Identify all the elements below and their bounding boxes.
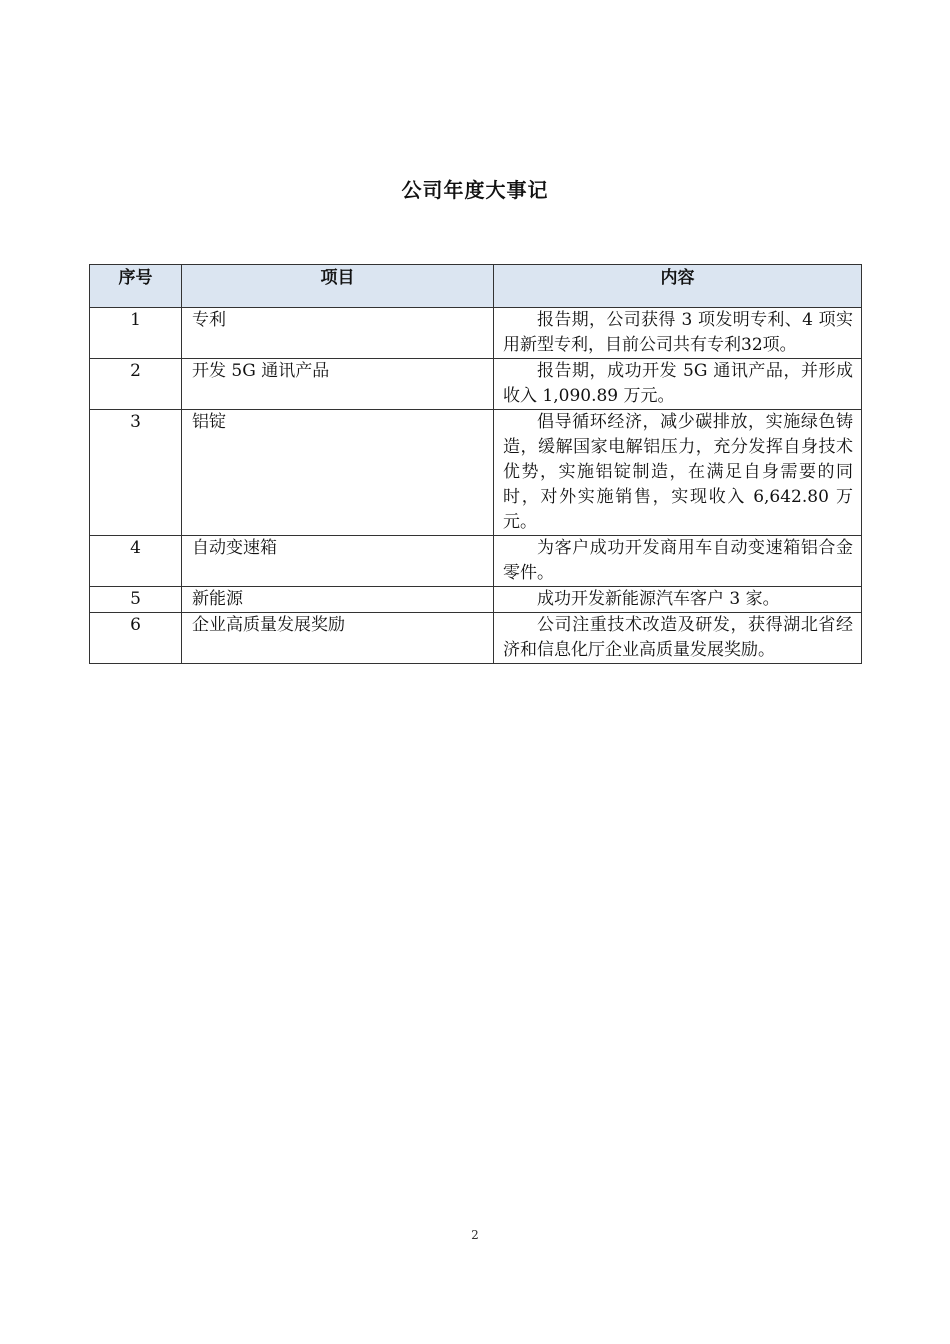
row-content: 成功开发新能源汽车客户 3 家。 [494, 587, 862, 613]
row-item: 新能源 [182, 587, 494, 613]
row-content: 倡导循环经济，减少碳排放，实施绿色铸造，缓解国家电解铝压力，充分发挥自身技术优势，实施铝锭制造，在满足自身需要的同时，对外实施销售，实现收入 6,642.80 万元。 [494, 410, 862, 536]
row-item: 专利 [182, 308, 494, 359]
table-row [90, 308, 862, 359]
row-number: 1 [90, 308, 182, 359]
header-content: 内容 [494, 265, 862, 308]
table-header-row [90, 265, 862, 308]
row-item: 铝锭 [182, 410, 494, 536]
row-number: 5 [90, 587, 182, 613]
page-title: 公司年度大事记 [401, 178, 549, 202]
table-row [90, 613, 862, 664]
row-item: 自动变速箱 [182, 536, 494, 587]
table-row [90, 587, 862, 613]
row-content: 报告期，公司获得 3 项发明专利、4 项实用新型专利，目前公司共有专利32项。 [494, 308, 862, 359]
row-content: 公司注重技术改造及研发，获得湖北省经济和信息化厅企业高质量发展奖励。 [494, 613, 862, 664]
table-row [90, 359, 862, 410]
row-number: 3 [90, 410, 182, 536]
row-item: 企业高质量发展奖励 [182, 613, 494, 664]
events-table [89, 264, 862, 664]
header-no: 序号 [90, 265, 182, 308]
row-number: 4 [90, 536, 182, 587]
header-item: 项目 [182, 265, 494, 308]
row-item: 开发 5G 通讯产品 [182, 359, 494, 410]
table-row [90, 410, 862, 536]
row-number: 2 [90, 359, 182, 410]
table-row [90, 536, 862, 587]
row-content: 报告期，成功开发 5G 通讯产品，并形成收入 1,090.89 万元。 [494, 359, 862, 410]
page-number: 2 [471, 1228, 479, 1242]
row-content: 为客户成功开发商用车自动变速箱铝合金零件。 [494, 536, 862, 587]
row-number: 6 [90, 613, 182, 664]
